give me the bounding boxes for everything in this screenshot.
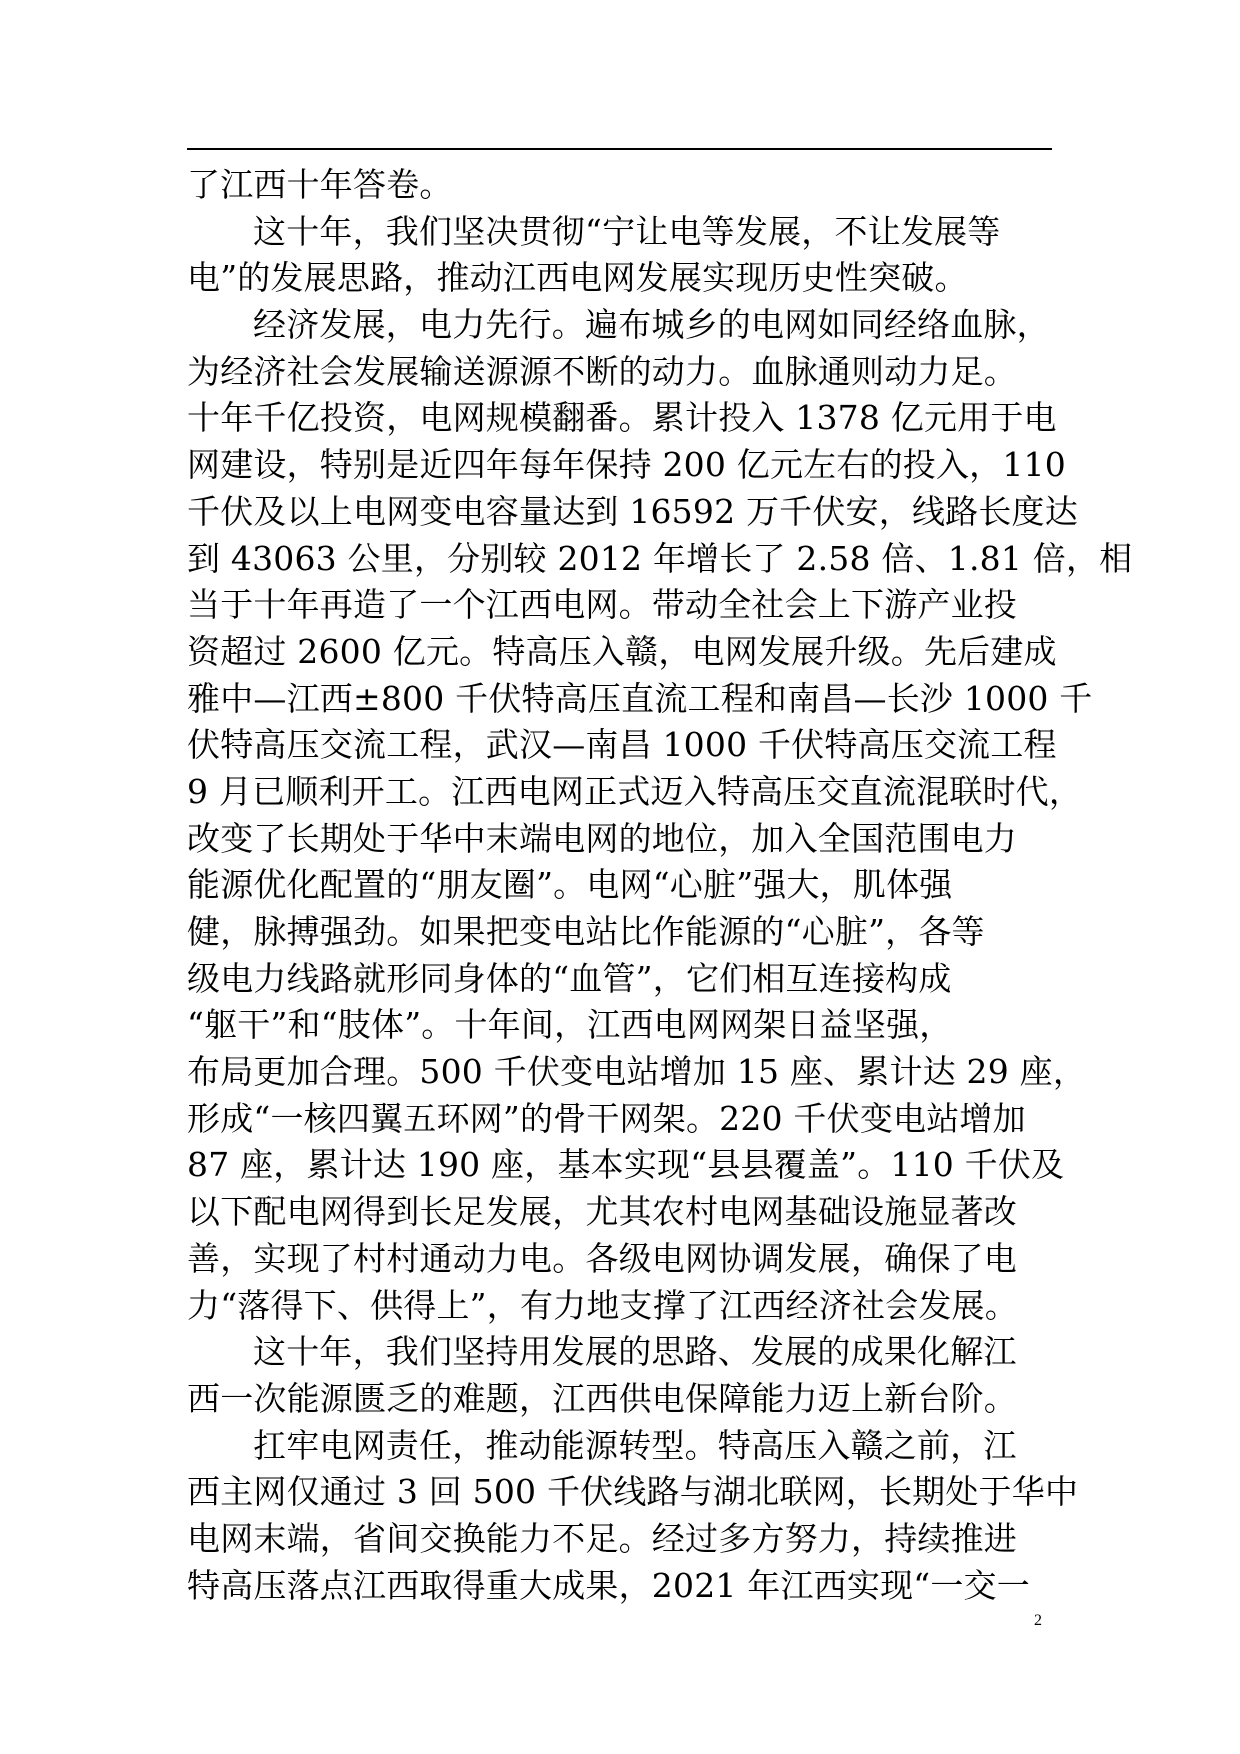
- text-line: “躯干”和“肢体”。十年间，江西电网网架日益坚强，: [187, 1005, 953, 1045]
- text-line: 能源优化配置的“朋友圈”。电网“心脏”强大，肌体强: [187, 865, 953, 905]
- text-line: 这十年，我们坚持用发展的思路、发展的成果化解江: [253, 1332, 1017, 1372]
- header-rule: [187, 148, 1052, 150]
- body-text: [187, 162, 1133, 1609]
- text-line: 西主网仅通过 3 回 500 千伏线路与湖北联网，长期处于华中: [187, 1472, 1079, 1512]
- text-line: 西一次能源匮乏的难题，江西供电保障能力迈上新台阶。: [187, 1378, 1017, 1418]
- text-line: 健，脉搏强劲。如果把变电站比作能源的“心脏”，各等: [187, 912, 985, 951]
- text-line: 当于十年再造了一个江西电网。带动全社会上下游产业投: [187, 585, 1017, 625]
- text-line: 电”的发展思路，推动江西电网发展实现历史性突破。: [187, 258, 968, 298]
- text-line: 特高压落点江西取得重大成果，2021 年江西实现“一交一: [187, 1565, 1030, 1605]
- text-line: 经济发展，电力先行。遍布城乡的电网如同经络血脉，: [253, 305, 1050, 345]
- text-line: 了江西十年答卷。: [187, 165, 453, 204]
- text-line: 这十年，我们坚决贯彻“宁让电等发展，不让发展等: [253, 211, 1001, 251]
- text-line: 力“落得下、供得上”，有力地支撑了江西经济社会发展。: [187, 1285, 1018, 1325]
- page-number: 2: [1034, 1612, 1042, 1629]
- text-line: 千伏及以上电网变电容量达到 16592 万千伏安，线路长度达: [187, 491, 1078, 531]
- text-line: 87 座，累计达 190 座，基本实现“县县覆盖”。110 千伏及: [187, 1145, 1065, 1185]
- text-line: 伏特高压交流工程，武汉—南昌 1000 千伏特高压交流工程: [187, 725, 1057, 765]
- text-line: 到 43063 公里，分别较 2012 年增长了 2.58 倍、1.81 倍，相: [187, 538, 1133, 578]
- text-line: 为经济社会发展输送源源不断的动力。血脉通则动力足。: [187, 351, 1017, 391]
- text-line: 资超过 2600 亿元。特高压入赣，电网发展升级。先后建成: [187, 631, 1057, 671]
- text-line: 9 月已顺利开工。江西电网正式迈入特高压交直流混联时代，: [187, 771, 1083, 811]
- text-line: 雅中—江西±800 千伏特高压直流工程和南昌—长沙 1000 千: [187, 678, 1093, 718]
- text-line: 善，实现了村村通动力电。各级电网协调发展，确保了电: [187, 1238, 1017, 1278]
- text-line: 网建设，特别是近四年每年保持 200 亿元左右的投入，110: [187, 445, 1066, 485]
- text-line: 扛牢电网责任，推动能源转型。特高压入赣之前，江: [253, 1425, 1017, 1465]
- text-line: 形成“一核四翼五环网”的骨干网架。220 千伏变电站增加: [187, 1098, 1026, 1138]
- text-line: 十年千亿投资，电网规模翻番。累计投入 1378 亿元用于电: [187, 398, 1057, 438]
- text-line: 电网末端，省间交换能力不足。经过多方努力，持续推进: [187, 1518, 1017, 1558]
- text-line: 级电力线路就形同身体的“血管”，它们相互连接构成: [187, 958, 952, 998]
- text-line: 以下配电网得到长足发展，尤其农村电网基础设施显著改: [187, 1192, 1017, 1232]
- text-line: 布局更加合理。500 千伏变电站增加 15 座、累计达 29 座，: [187, 1052, 1087, 1092]
- text-line: 改变了长期处于华中末端电网的地位，加入全国范围电力: [187, 818, 1017, 858]
